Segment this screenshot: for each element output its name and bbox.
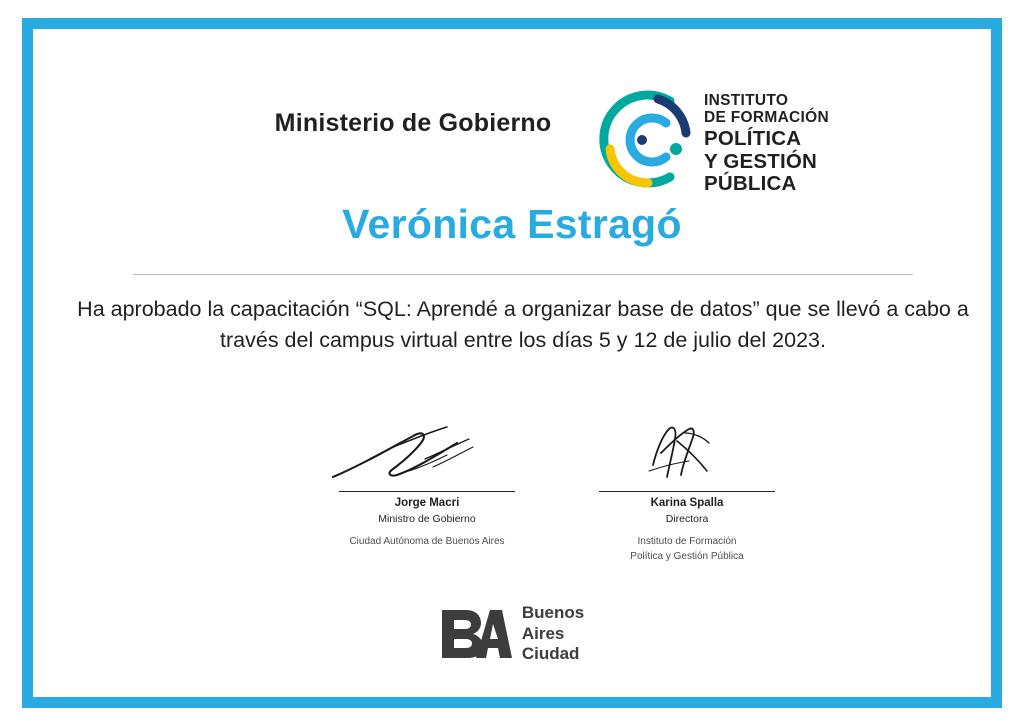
signatory-name: Jorge Macri xyxy=(394,497,460,509)
institute-logo-line4: Y GESTIÓN xyxy=(704,149,818,173)
ba-buenos-aires-ciudad-logo-icon xyxy=(33,599,991,669)
signatory-role: Ministro de Gobierno xyxy=(378,512,476,525)
institute-logo xyxy=(596,81,846,196)
signatory-name: Karina Spalla xyxy=(650,497,724,509)
recipient-name: Verónica Estragó xyxy=(342,201,682,247)
institute-logo-line1: INSTITUTO xyxy=(704,92,789,109)
handwritten-signature-icon xyxy=(557,419,817,491)
ba-logo-text xyxy=(522,603,584,665)
signature-right xyxy=(557,419,817,564)
signature-rule xyxy=(339,491,515,492)
certificate-border xyxy=(22,18,1002,708)
signature-rule xyxy=(599,491,775,492)
institute-logo-text xyxy=(704,93,844,195)
ministry-title: Ministerio de Gobierno xyxy=(274,109,552,137)
signatory-role: Directora xyxy=(665,512,709,525)
ba-monogram-icon xyxy=(440,608,512,660)
signatory-org xyxy=(557,535,817,564)
institute-logo-line5: PÚBLICA xyxy=(704,171,797,195)
ba-logo-line3: Ciudad xyxy=(521,644,580,664)
handwritten-signature-icon xyxy=(297,419,557,491)
signature-left xyxy=(297,419,557,550)
ba-logo-line2: Aires xyxy=(521,623,565,643)
institute-logo-line3: POLÍTICA xyxy=(704,127,802,151)
divider xyxy=(133,274,913,275)
signatory-org: Ciudad Autónoma de Buenos Aires xyxy=(349,536,505,548)
certificate-body-text: Ha aprobado la capacitación “SQL: Aprendé a organizar base de datos” que se llevó a cabo a través del campus virtual entre los días 5 y 12 de julio del 2023. xyxy=(77,297,969,353)
signature-block xyxy=(33,419,991,562)
signatory-org-line2: Política y Gestión Pública xyxy=(630,550,744,562)
certificate-content xyxy=(33,29,991,697)
ifpgp-c-logo-icon xyxy=(596,87,696,191)
ba-logo-line1: Buenos xyxy=(521,602,585,622)
institute-logo-line2: DE FORMACIÓN xyxy=(704,108,830,126)
certificate-header xyxy=(33,71,991,196)
signatory-org-line1: Instituto de Formación xyxy=(637,536,737,548)
